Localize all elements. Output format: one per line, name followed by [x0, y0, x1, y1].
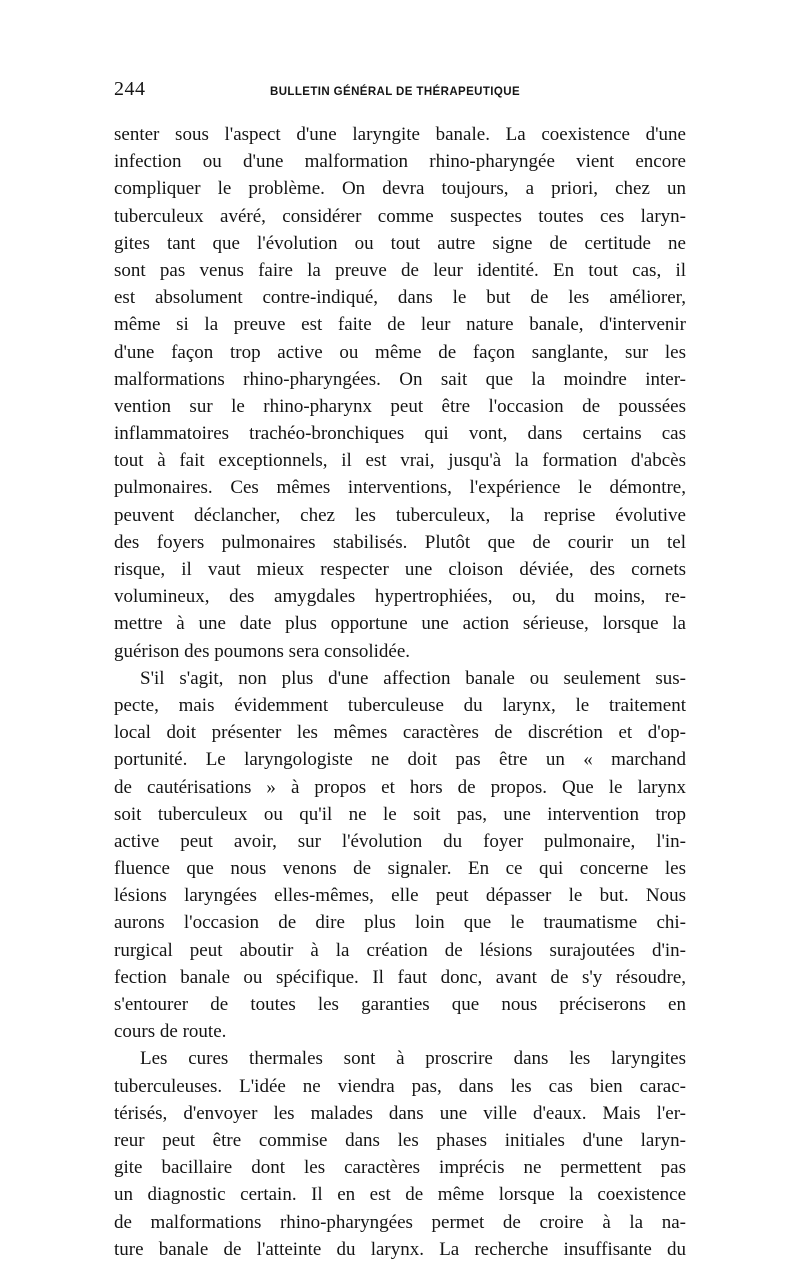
paragraph — [114, 665, 686, 1046]
running-title: BULLETIN GÉNÉRAL DE THÉRAPEUTIQUE — [270, 86, 521, 98]
text-line: ture banale de l'atteinte du larynx. La recherche insuffisante du — [114, 1238, 686, 1260]
text-line: s'entourer de toutes les garanties que nous préciserons en — [114, 994, 686, 1015]
text-line: tuberculeuses. L'idée ne viendra pas, dans les cas bien carac- — [114, 1075, 686, 1097]
text-line: de malformations rhino-pharyngées permet de croire à la na- — [114, 1211, 686, 1233]
text-line: lésions laryngées elles-mêmes, elle peut dépasser le but. Nous — [114, 885, 686, 907]
text-line: un diagnostic certain. Il en est de même lorsque la coexistence — [114, 1184, 686, 1206]
text-line: gites tant que l'évolution ou tout autre signe de certitude ne — [114, 232, 686, 254]
text-line: des foyers pulmonaires stabilisés. Plutôt que de courir un tel — [114, 531, 686, 553]
text-line: soit tuberculeux ou qu'il ne le soit pas, une intervention trop — [114, 803, 686, 825]
text-line: S'il s'agit, non plus d'une affection banale ou seulement sus- — [140, 667, 686, 689]
text-line: peuvent déclancher, chez les tuberculeux, la reprise évolutive — [114, 504, 686, 526]
paragraph — [114, 121, 686, 665]
text-line: est absolument contre-indiqué, dans le but de les améliorer, — [114, 287, 686, 309]
text-line: volumineux, des amygdales hypertrophiées, ou, du moins, re- — [114, 586, 686, 608]
body-text — [114, 121, 686, 1263]
text-line: d'une façon trop active ou même de façon sanglante, sur les — [114, 341, 686, 363]
text-line: senter sous l'aspect d'une laryngite banale. La coexistence d'une — [114, 124, 686, 145]
text-line: même si la preuve est faite de leur nature banale, d'intervenir — [114, 314, 686, 336]
text-line: local doit présenter les mêmes caractères de discrétion et d'op- — [114, 722, 686, 744]
text-line: rurgical peut aboutir à la création de lésions surajoutées d'in- — [114, 939, 686, 961]
text-line: vention sur le rhino-pharynx peut être l'occasion de poussées — [114, 395, 686, 417]
text-line: fluence que nous venons de signaler. En ce qui concerne les — [114, 858, 686, 880]
text-line: Les cures thermales sont à proscrire dans les laryngites — [140, 1048, 686, 1070]
text-line: reur peut être commise dans les phases initiales d'une laryn- — [114, 1129, 686, 1151]
text-line: risque, il vaut mieux respecter une cloison déviée, des cornets — [114, 559, 686, 580]
paragraph — [114, 1045, 686, 1263]
text-line: malformations rhino-pharyngées. On sait que la moindre inter- — [114, 368, 686, 390]
text-line: pecte, mais évidemment tuberculeuse du larynx, le traitement — [114, 694, 686, 716]
text-line: cours de route. — [114, 1021, 227, 1043]
text-line: tuberculeux avéré, considérer comme suspectes toutes ces laryn- — [114, 205, 686, 227]
text-line: sont pas venus faire la preuve de leur identité. En tout cas, il — [114, 259, 686, 281]
text-line: mettre à une date plus opportune une action sérieuse, lorsque la — [114, 613, 686, 635]
text-line: aurons l'occasion de dire plus loin que le traumatisme chi- — [114, 912, 686, 934]
text-line: térisés, d'envoyer les malades dans une ville d'eaux. Mais l'er- — [114, 1102, 686, 1124]
text-line: tout à fait exceptionnels, il est vrai, jusqu'à la formation d'abcès — [114, 450, 686, 472]
text-line: infection ou d'une malformation rhino-pharyngée vient encore — [114, 151, 686, 173]
text-line: active peut avoir, sur l'évolution du foyer pulmonaire, l'in- — [114, 830, 686, 852]
text-line: gite bacillaire dont les caractères imprécis ne permettent pas — [114, 1157, 686, 1179]
text-line: pulmonaires. Ces mêmes interventions, l'expérience le démontre, — [114, 477, 686, 499]
text-line: compliquer le problème. On devra toujours, a priori, chez un — [114, 178, 686, 200]
text-line: guérison des poumons sera consolidée. — [114, 640, 411, 662]
text-line: fection banale ou spécifique. Il faut donc, avant de s'y résoudre, — [114, 966, 686, 988]
page-number: 244 — [114, 78, 146, 100]
text-line: inflammatoires trachéo-bronchiques qui vont, dans certains cas — [114, 423, 686, 445]
text-line: portunité. Le laryngologiste ne doit pas être un « marchand — [114, 749, 686, 771]
text-line: de cautérisations » à propos et hors de propos. Que le larynx — [114, 776, 686, 798]
